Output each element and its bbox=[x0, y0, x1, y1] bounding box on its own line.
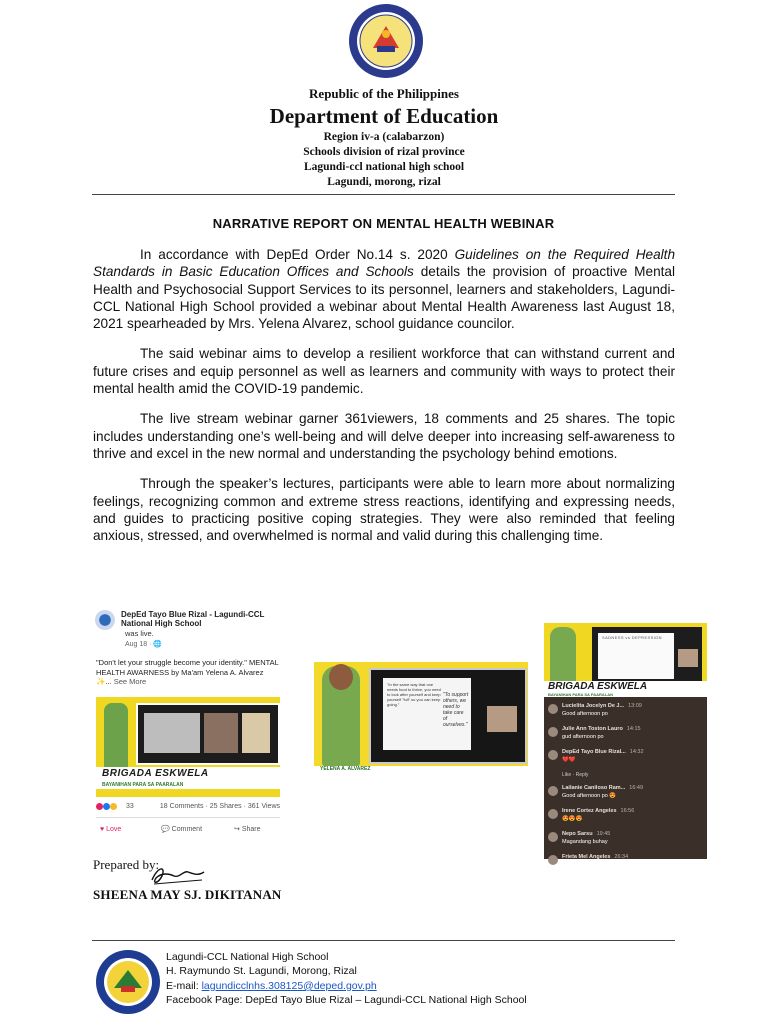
chat-message: Hello po bbox=[562, 877, 583, 883]
live-status: was live. bbox=[125, 629, 154, 638]
video-frame bbox=[136, 703, 280, 765]
speaker-camera bbox=[487, 706, 517, 732]
chat-message: Lailanie Caniloso Ram... 16:49 Good afternoon po 😍 bbox=[548, 785, 704, 805]
share-button[interactable]: ↪ Share bbox=[234, 826, 261, 833]
paragraph-3: The live stream webinar garner 361viewers, 18 comments and 25 shares. The topic includes understanding one’s well-being and will delve deeper into increasing self-awareness to thrive and excel in the new normal and understanding the psychology behind emotions. bbox=[93, 411, 675, 461]
chat-message: Julie Ann Toston Lauro 14:15 gud afternoon po bbox=[548, 726, 704, 746]
avatar bbox=[548, 855, 558, 865]
brigada-banner-title: BRIGADA ESKWELA bbox=[102, 768, 209, 779]
hero-figure bbox=[104, 703, 128, 773]
paragraph-1: In accordance with DepEd Order No.14 s. 2020 Guidelines on the Required Health Standards in Basic Education Offices and Schools details the provision of proactive Mental Health and Psychosocial Support Services to its personnel, learners and stakeholders, Lagundi-CCL National High School provided a webinar about Mental Health Awareness last August 18, 2021 spearheaded by Mrs. Yelena Alvarez, school guidance councilor. bbox=[93, 247, 675, 332]
webinar-screenshot bbox=[314, 662, 528, 782]
school-line: Lagundi-ccl national high school bbox=[303, 161, 465, 173]
deped-seal-icon bbox=[347, 2, 425, 80]
slide-quote: "In the same way that one needs food to thrive, you need to look after yourself and keep yourself "full" so you can keep going." bbox=[387, 682, 441, 707]
avatar bbox=[548, 809, 558, 819]
avatar bbox=[548, 786, 558, 796]
facebook-post-screenshot bbox=[93, 607, 282, 843]
see-more-link[interactable]: See More bbox=[113, 677, 147, 686]
report-body bbox=[93, 246, 675, 557]
globe-icon: 🌐 bbox=[153, 641, 163, 648]
avatar bbox=[548, 750, 558, 760]
region-line: Region iv-a (calabarzon) bbox=[323, 131, 445, 143]
like-reaction-icon bbox=[103, 803, 110, 810]
video-frame bbox=[369, 668, 527, 764]
prepared-by-label: Prepared by: bbox=[93, 857, 160, 872]
page-avatar bbox=[95, 610, 115, 630]
letterhead bbox=[0, 86, 768, 190]
signer-name: SHEENA MAY SJ. DIKITANAN bbox=[93, 887, 282, 902]
haha-reaction-icon bbox=[110, 803, 117, 810]
page-name: DepEd Tayo Blue Rizal - Lagundi-CCL National High School bbox=[121, 610, 265, 628]
presentation-slide bbox=[383, 678, 471, 750]
republic-line: Republic of the Philippines bbox=[309, 86, 459, 101]
footer-facebook: Facebook Page: DepEd Tayo Blue Rizal – Lagundi-CCL National High School bbox=[166, 994, 527, 1007]
chat-message: Frieta Mel Angeles 26:34 Gd afternoon! bbox=[548, 854, 704, 874]
address-line: Lagundi, morong, rizal bbox=[327, 176, 441, 188]
comment-button[interactable]: 💬 Comment bbox=[161, 826, 203, 833]
footer-email-line: E-mail: lagundicclnhs.308125@deped.gov.ph bbox=[166, 979, 377, 992]
reaction-icons bbox=[96, 802, 115, 811]
footer-school: Lagundi-CCL National High School bbox=[166, 951, 329, 963]
footer-contact bbox=[166, 950, 527, 1008]
email-link[interactable]: lagundicclnhs.308125@deped.gov.ph bbox=[201, 979, 377, 992]
avatar bbox=[548, 727, 558, 737]
love-button[interactable]: ♥ Love bbox=[100, 826, 122, 833]
video-frame bbox=[592, 627, 702, 685]
post-caption: "Don't let your struggle become your identity." MENTAL HEALTH AWARNESS by Ma'am Yelena A. Alvarez ✨... See More bbox=[96, 658, 279, 686]
engagement-summary[interactable]: 18 Comments · 25 Shares · 361 Views bbox=[159, 803, 280, 810]
brigada-banner-sub: BAYANIHAN PARA SA PAARALAN bbox=[102, 782, 184, 788]
presenter-label: YELENA A. ALVAREZ bbox=[320, 766, 371, 772]
avatar bbox=[548, 704, 558, 714]
report-title: NARRATIVE REPORT ON MENTAL HEALTH WEBINAR bbox=[212, 216, 555, 231]
header-divider bbox=[92, 194, 675, 195]
school-logo-icon bbox=[94, 948, 162, 1016]
chat-message: DepEd Tayo Blue Rizal... 14:32 ❤️❤️ bbox=[548, 749, 704, 769]
paragraph-2: The said webinar aims to develop a resilient workforce that can withstand current and future crises and equip personnel as well as learners and community with ways to protect their mental health amid the COVID-19 pandemic. bbox=[93, 346, 675, 397]
division-line: Schools division of rizal province bbox=[303, 146, 465, 158]
paragraph-4: Through the speaker’s lectures, participants were able to learn more about normalizing feelings, recognizing common and extreme stress reactions, identifying and expressing needs, and guides to practicing positive coping strategies. They were also reminded that feeling anxious, stressed, and overwhelmed is normal and valid during this challenging time. bbox=[93, 476, 675, 544]
livestream-chat-screenshot bbox=[544, 623, 707, 883]
footer-divider bbox=[92, 940, 675, 941]
brigada-banner-sub: BAYANIHAN PARA SA PAARALAN bbox=[548, 692, 614, 697]
footer-address: H. Raymundo St. Lagundi, Morong, Rizal bbox=[166, 965, 357, 978]
chat-message: Lucielita Jocelyn De J... 13:09 Good afternoon po bbox=[548, 703, 704, 723]
love-reaction-icon bbox=[96, 803, 103, 810]
chat-message: Irene Cortez Angeles 16:56 😍😍😍 bbox=[548, 808, 704, 828]
order-title: Guidelines on the Required Health Standards in Basic Education Offices and Schools bbox=[93, 247, 675, 280]
chat-list bbox=[548, 703, 704, 890]
handwritten-signature bbox=[148, 862, 208, 888]
post-date: Aug 18 · 🌐 bbox=[125, 641, 163, 648]
speaker-camera bbox=[678, 649, 698, 667]
post-divider bbox=[96, 817, 280, 818]
avatar bbox=[548, 832, 558, 842]
post-stats bbox=[96, 802, 280, 812]
department-name: Department of Education bbox=[269, 104, 499, 128]
reaction-count[interactable]: 33 bbox=[126, 803, 134, 810]
slide-title: SADNESS vs DEPRESSION bbox=[602, 635, 662, 640]
chat-actions[interactable]: Like · Reply bbox=[562, 772, 589, 778]
slide-callout: "To support others, we need to take care of ourselves." bbox=[443, 692, 469, 728]
presentation-slide bbox=[598, 633, 674, 679]
post-video-thumbnail[interactable] bbox=[96, 697, 280, 797]
brigada-banner-title: BRIGADA ESKWELA bbox=[548, 681, 648, 692]
chat-message: Nepo Sarsu 19:45 Magandang buhay bbox=[548, 831, 704, 851]
presenter-face bbox=[329, 664, 353, 690]
